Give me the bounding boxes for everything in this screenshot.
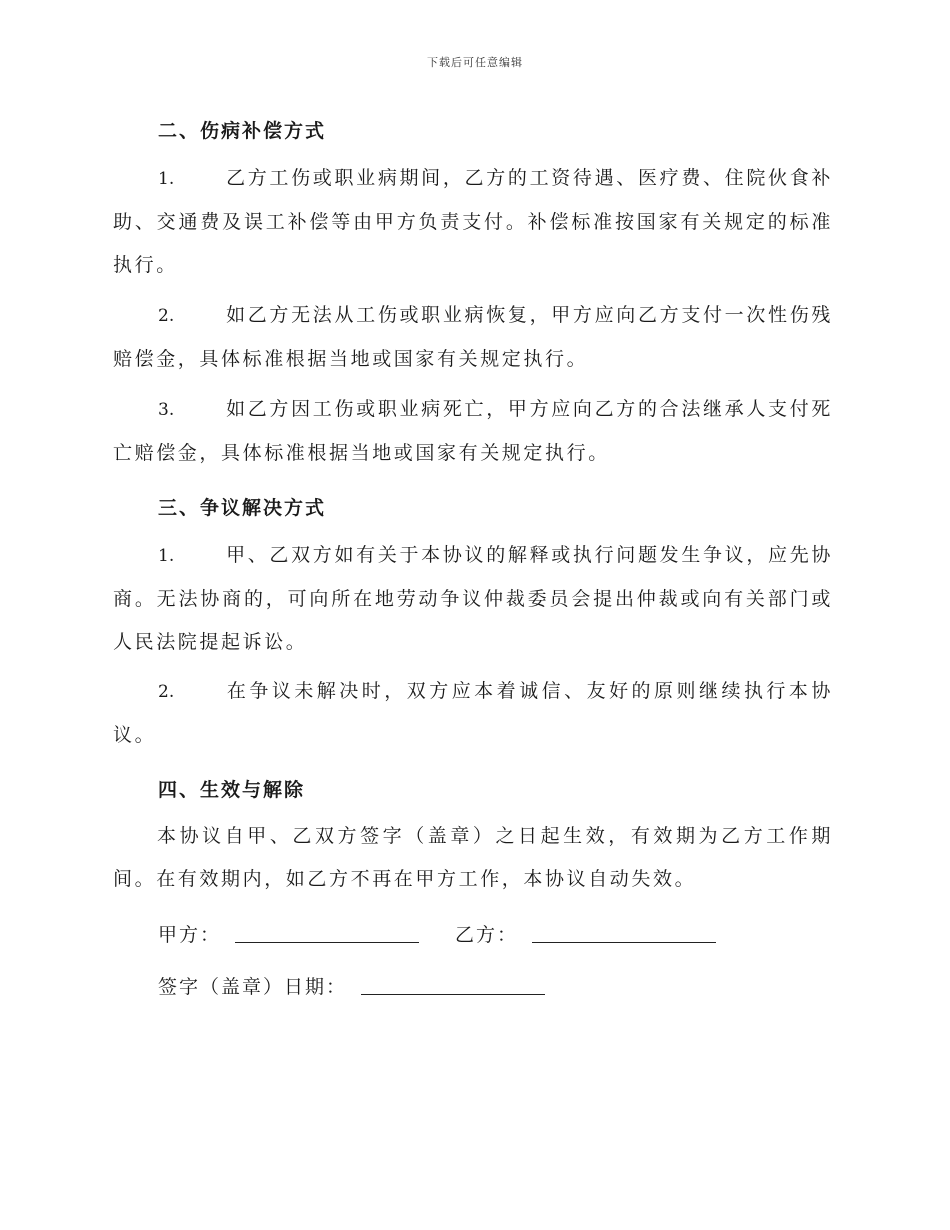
- clause-text: 如乙方因工伤或职业病死亡，甲方应向乙方的合法继承人支付死亡赔偿金，具体标准根据当地或国家有关规定执行。: [113, 398, 833, 464]
- date-signature-line: [361, 975, 545, 995]
- clause-number: 1.: [158, 169, 175, 189]
- clause-2-3: [113, 388, 833, 475]
- clause-number: 2.: [158, 306, 175, 326]
- signature-row-date: [158, 972, 545, 999]
- clause-2-1: [113, 157, 833, 287]
- clause-4-body: 本协议自甲、乙双方签字（盖章）之日起生效，有效期为乙方工作期间。在有效期内，如乙方不再在甲方工作，本协议自动失效。: [113, 825, 833, 890]
- clause-text: 乙方工伤或职业病期间，乙方的工资待遇、医疗费、住院伙食补助、交通费及误工补偿等由甲方负责支付。补偿标准按国家有关规定的标准执行。: [113, 167, 833, 276]
- clause-3-2: [113, 670, 833, 757]
- clause-number: 2.: [158, 682, 175, 702]
- section-heading-effectiveness: 四、生效与解除: [158, 779, 306, 801]
- clause-3-1: [113, 534, 833, 664]
- page-header: 下载后可任意编辑: [427, 56, 523, 69]
- party-b-signature-line: [532, 923, 716, 943]
- section-heading-dispute: 三、争议解决方式: [158, 497, 327, 519]
- signature-row-parties: [158, 920, 716, 947]
- clause-2-2: [113, 294, 833, 381]
- clause-text: 在争议未解决时，双方应本着诚信、友好的原则继续执行本协议。: [113, 680, 833, 746]
- party-a-label: 甲方：: [158, 924, 222, 946]
- clause-text: 如乙方无法从工伤或职业病恢复，甲方应向乙方支付一次性伤残赔偿金，具体标准根据当地或国家有关规定执行。: [113, 304, 833, 370]
- clause-number: 3.: [158, 400, 175, 420]
- clause-text: 甲、乙双方如有关于本协议的解释或执行问题发生争议，应先协商。无法协商的，可向所在地劳动争议仲裁委员会提出仲裁或向有关部门或人民法院提起诉讼。: [113, 544, 833, 653]
- party-b-label: 乙方：: [455, 924, 519, 946]
- section-heading-compensation: 二、伤病补偿方式: [158, 120, 327, 142]
- clause-number: 1.: [158, 546, 175, 566]
- party-a-signature-line: [235, 923, 419, 943]
- date-label: 签字（盖章）日期：: [158, 976, 348, 998]
